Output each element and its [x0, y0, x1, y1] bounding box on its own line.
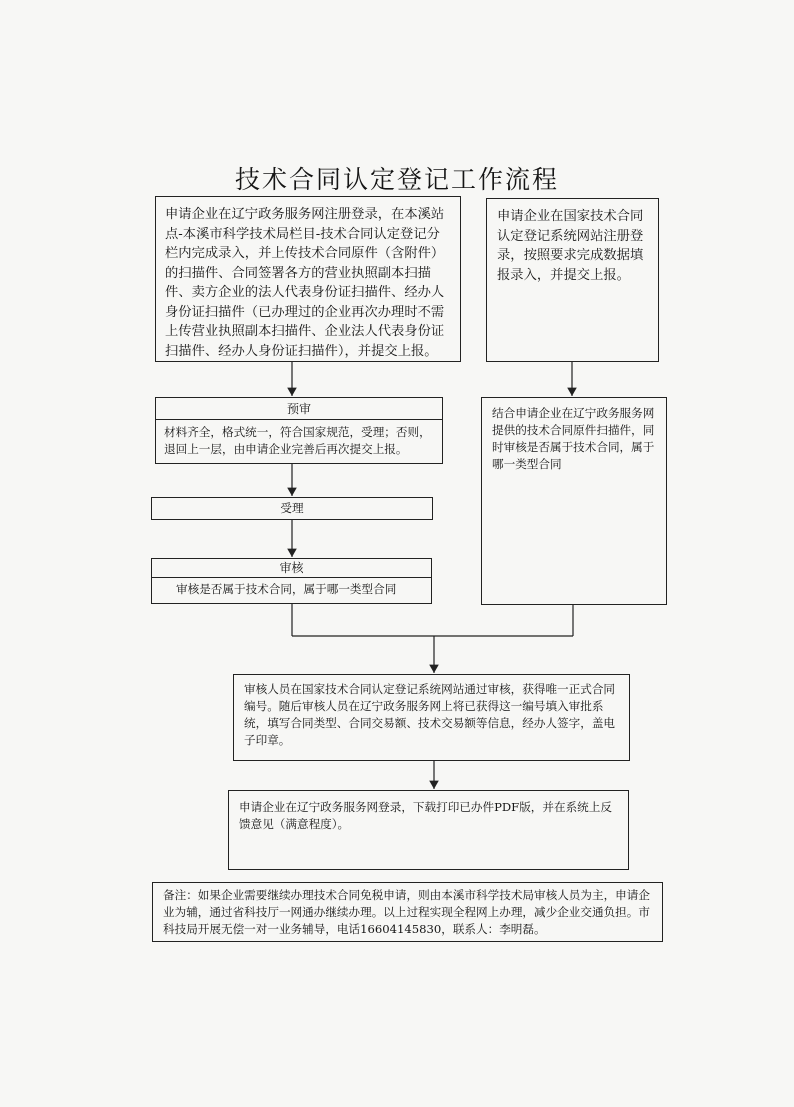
audit-title: 审核	[152, 559, 431, 578]
right-review-text: 结合申请企业在辽宁政务服务网提供的技术合同原件扫描件，同时审核是否属于技术合同，属于哪一类型合同	[492, 406, 655, 471]
pre-review-text: 材料齐全，格式统一，符合国家规范，受理；否则，退回上一层，由申请企业完善后再次提交上报。	[164, 425, 431, 456]
pre-review-title: 预审	[156, 401, 442, 420]
accept-label: 受理	[280, 501, 304, 515]
register-text: 审核人员在国家技术合同认定登记系统网站通过审核，获得唯一正式合同编号。随后审核人员在辽宁政务服务网上将已获得这一编号填入审批系统，填写合同类型、合同交易额、技术交易额等信息，经办人签字，盖电子印章。	[244, 682, 616, 747]
apply-left-text: 申请企业在辽宁政务服务网注册登录，在本溪站点-本溪市科学技术局栏目-技术合同认定登记分栏内完成录入，并上传技术合同原件（含附件）的扫描件、合同签署各方的营业执照副本扫描件、卖方企业的法人代表身份证扫描件、经办人身份证扫描件（已办理过的企业再次办理时不需上传营业执照副本扫描件、企业法人代表身份证扫描件、经办人身份证扫描件），并提交上报。	[165, 207, 445, 359]
download-text: 申请企业在辽宁政务服务网登录，下载打印已办件PDF版，并在系统上反馈意见（满意程度）。	[239, 800, 612, 831]
audit-text: 审核是否属于技术合同，属于哪一类型合同	[176, 582, 397, 596]
note-text: 备注：如果企业需要继续办理技术合同免税申请，则由本溪市科学技术局审核人员为主，申请企业为辅，通过省科技厅一网通办继续办理。以上过程实现全程网上办理，减少企业交通负担。市科技局开展无偿一对一业务辅导，电话16604145830，联系人：李明磊。	[163, 888, 650, 936]
page-title: 技术合同认定登记工作流程	[234, 165, 559, 194]
apply-right-text: 申请企业在国家技术合同认定登记系统网站注册登录，按照要求完成数据填报录入，并提交上报。	[497, 209, 644, 283]
